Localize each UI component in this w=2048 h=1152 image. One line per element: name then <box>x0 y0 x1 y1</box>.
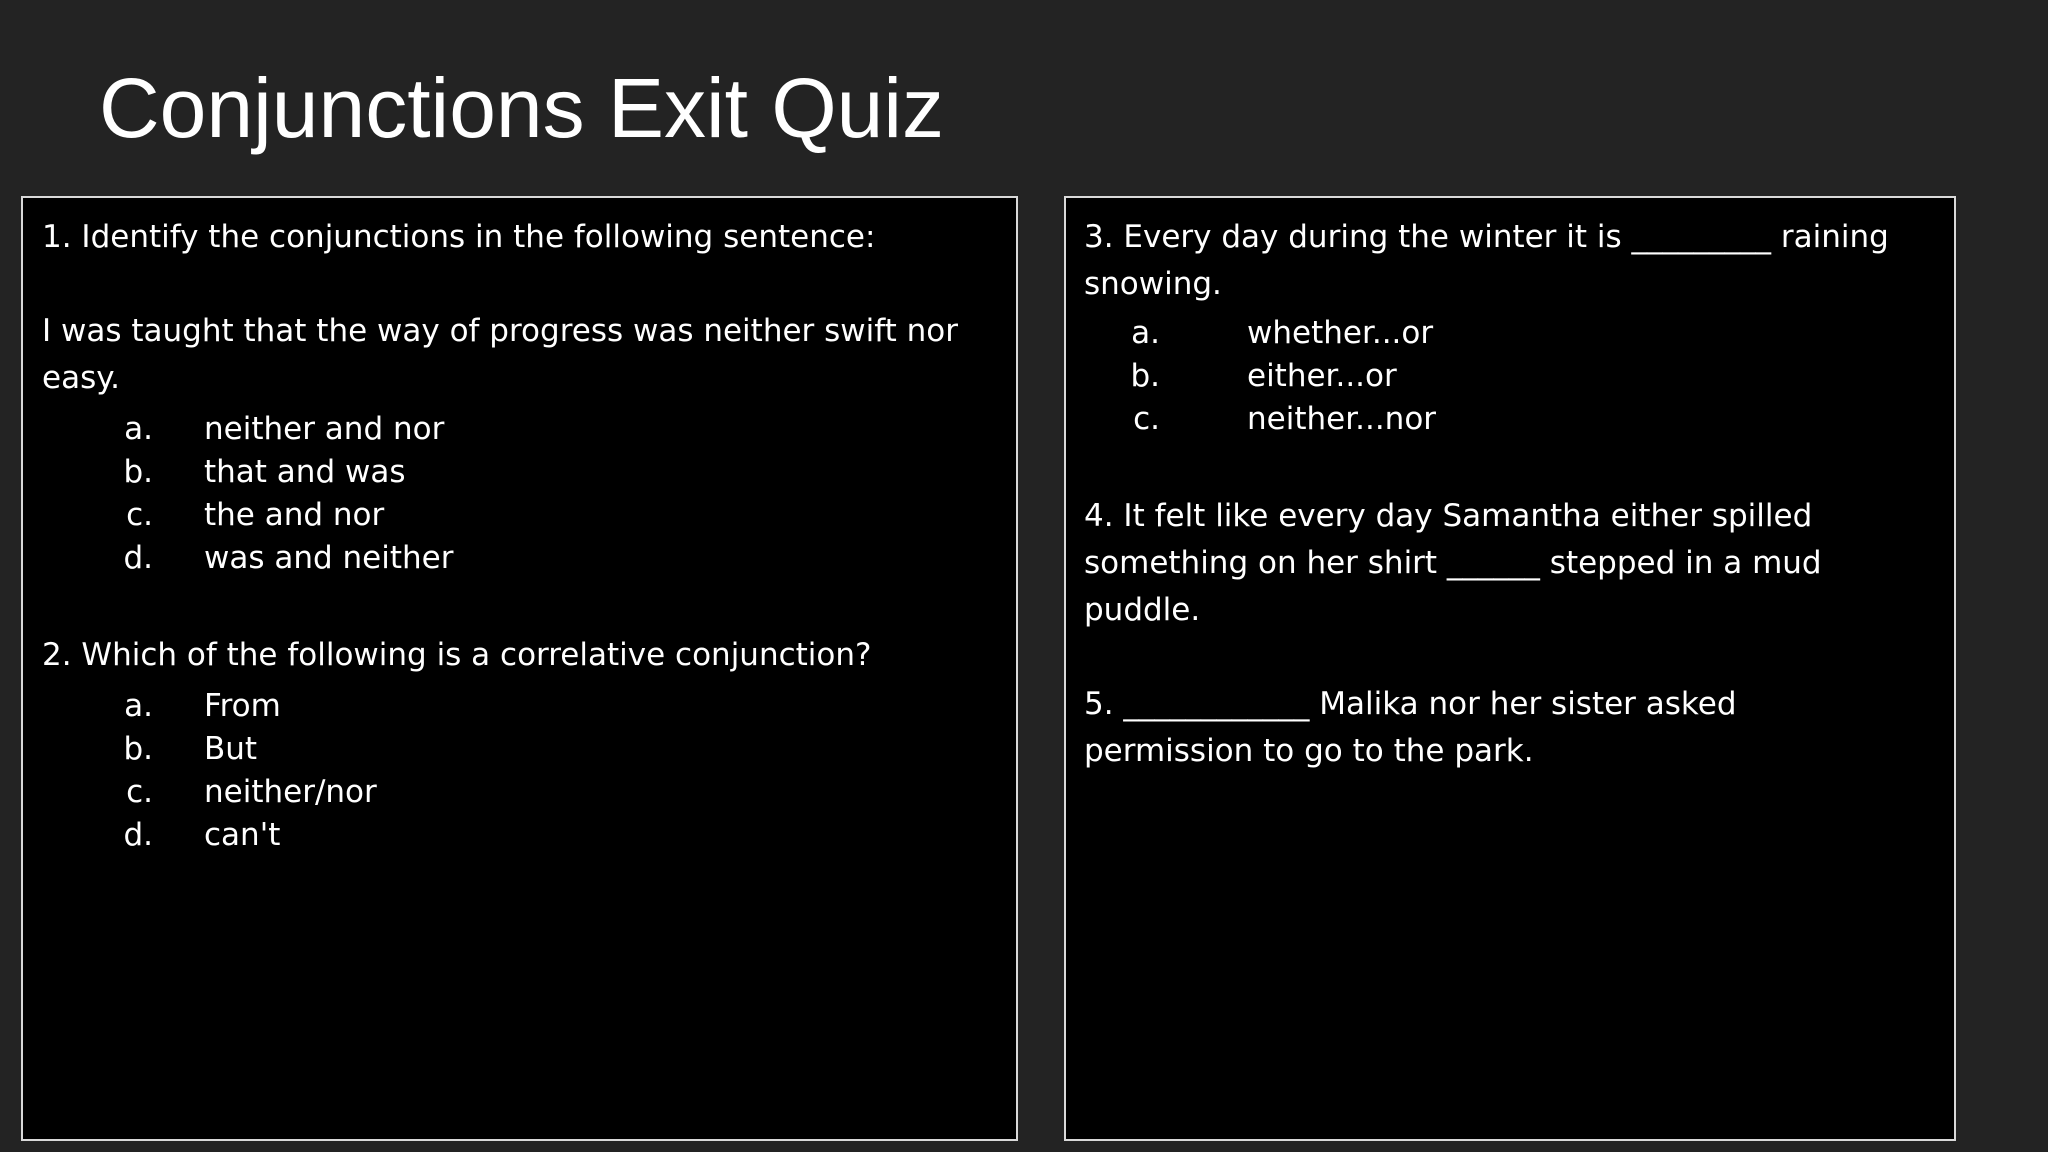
q2-option-b <box>23 728 623 771</box>
q1-option-a <box>23 408 623 451</box>
option-letter: c. <box>1133 401 1160 437</box>
option-text: that and was <box>204 454 406 490</box>
quiz-panel-right <box>1064 196 1956 1141</box>
option-letter: b. <box>123 731 153 767</box>
option-text: can't <box>204 817 281 853</box>
option-text: was and neither <box>204 540 454 576</box>
option-letter: c. <box>126 497 153 533</box>
q4-line1: 4. It felt like every day Samantha either spilled <box>1084 498 1813 534</box>
option-text: neither and nor <box>204 411 445 447</box>
q2-option-a <box>23 685 623 728</box>
q2-option-d <box>23 814 623 857</box>
q3-option-b <box>1066 355 1566 398</box>
q1-sentence-line2: easy. <box>42 360 120 396</box>
q2-option-c <box>23 771 623 814</box>
option-text: neither/nor <box>204 774 377 810</box>
q5-line1: 5. ____________ Malika nor her sister asked <box>1084 686 1737 722</box>
option-text: neither...nor <box>1247 401 1437 437</box>
option-letter: b. <box>123 454 153 490</box>
option-letter: c. <box>126 774 153 810</box>
option-text: the and nor <box>204 497 385 533</box>
q5-line2: permission to go to the park. <box>1084 733 1534 769</box>
option-text: From <box>204 688 281 724</box>
q3-line2: snowing. <box>1084 266 1222 302</box>
q1-option-c <box>23 494 623 537</box>
option-letter: a. <box>124 411 153 447</box>
option-letter: d. <box>123 540 153 576</box>
page-title: Conjunctions Exit Quiz <box>99 61 945 155</box>
q2-prompt: 2. Which of the following is a correlative conjunction? <box>42 637 872 673</box>
q4-line3: puddle. <box>1084 592 1201 628</box>
option-letter: d. <box>123 817 153 853</box>
quiz-panel-left <box>21 196 1018 1141</box>
option-text: either...or <box>1247 358 1397 394</box>
q1-option-d <box>23 537 623 580</box>
q1-prompt: 1. Identify the conjunctions in the following sentence: <box>42 219 876 255</box>
option-letter: b. <box>1130 358 1160 394</box>
q1-option-b <box>23 451 623 494</box>
option-text: But <box>204 731 258 767</box>
q4-line2: something on her shirt ______ stepped in a mud <box>1084 545 1822 581</box>
q1-sentence-line1: I was taught that the way of progress was neither swift nor <box>42 313 958 349</box>
option-text: whether...or <box>1247 315 1434 351</box>
q3-line1: 3. Every day during the winter it is _________ raining <box>1084 219 1889 255</box>
q3-option-a <box>1066 312 1566 355</box>
option-letter: a. <box>124 688 153 724</box>
option-letter: a. <box>1131 315 1160 351</box>
q3-option-c <box>1066 398 1566 441</box>
